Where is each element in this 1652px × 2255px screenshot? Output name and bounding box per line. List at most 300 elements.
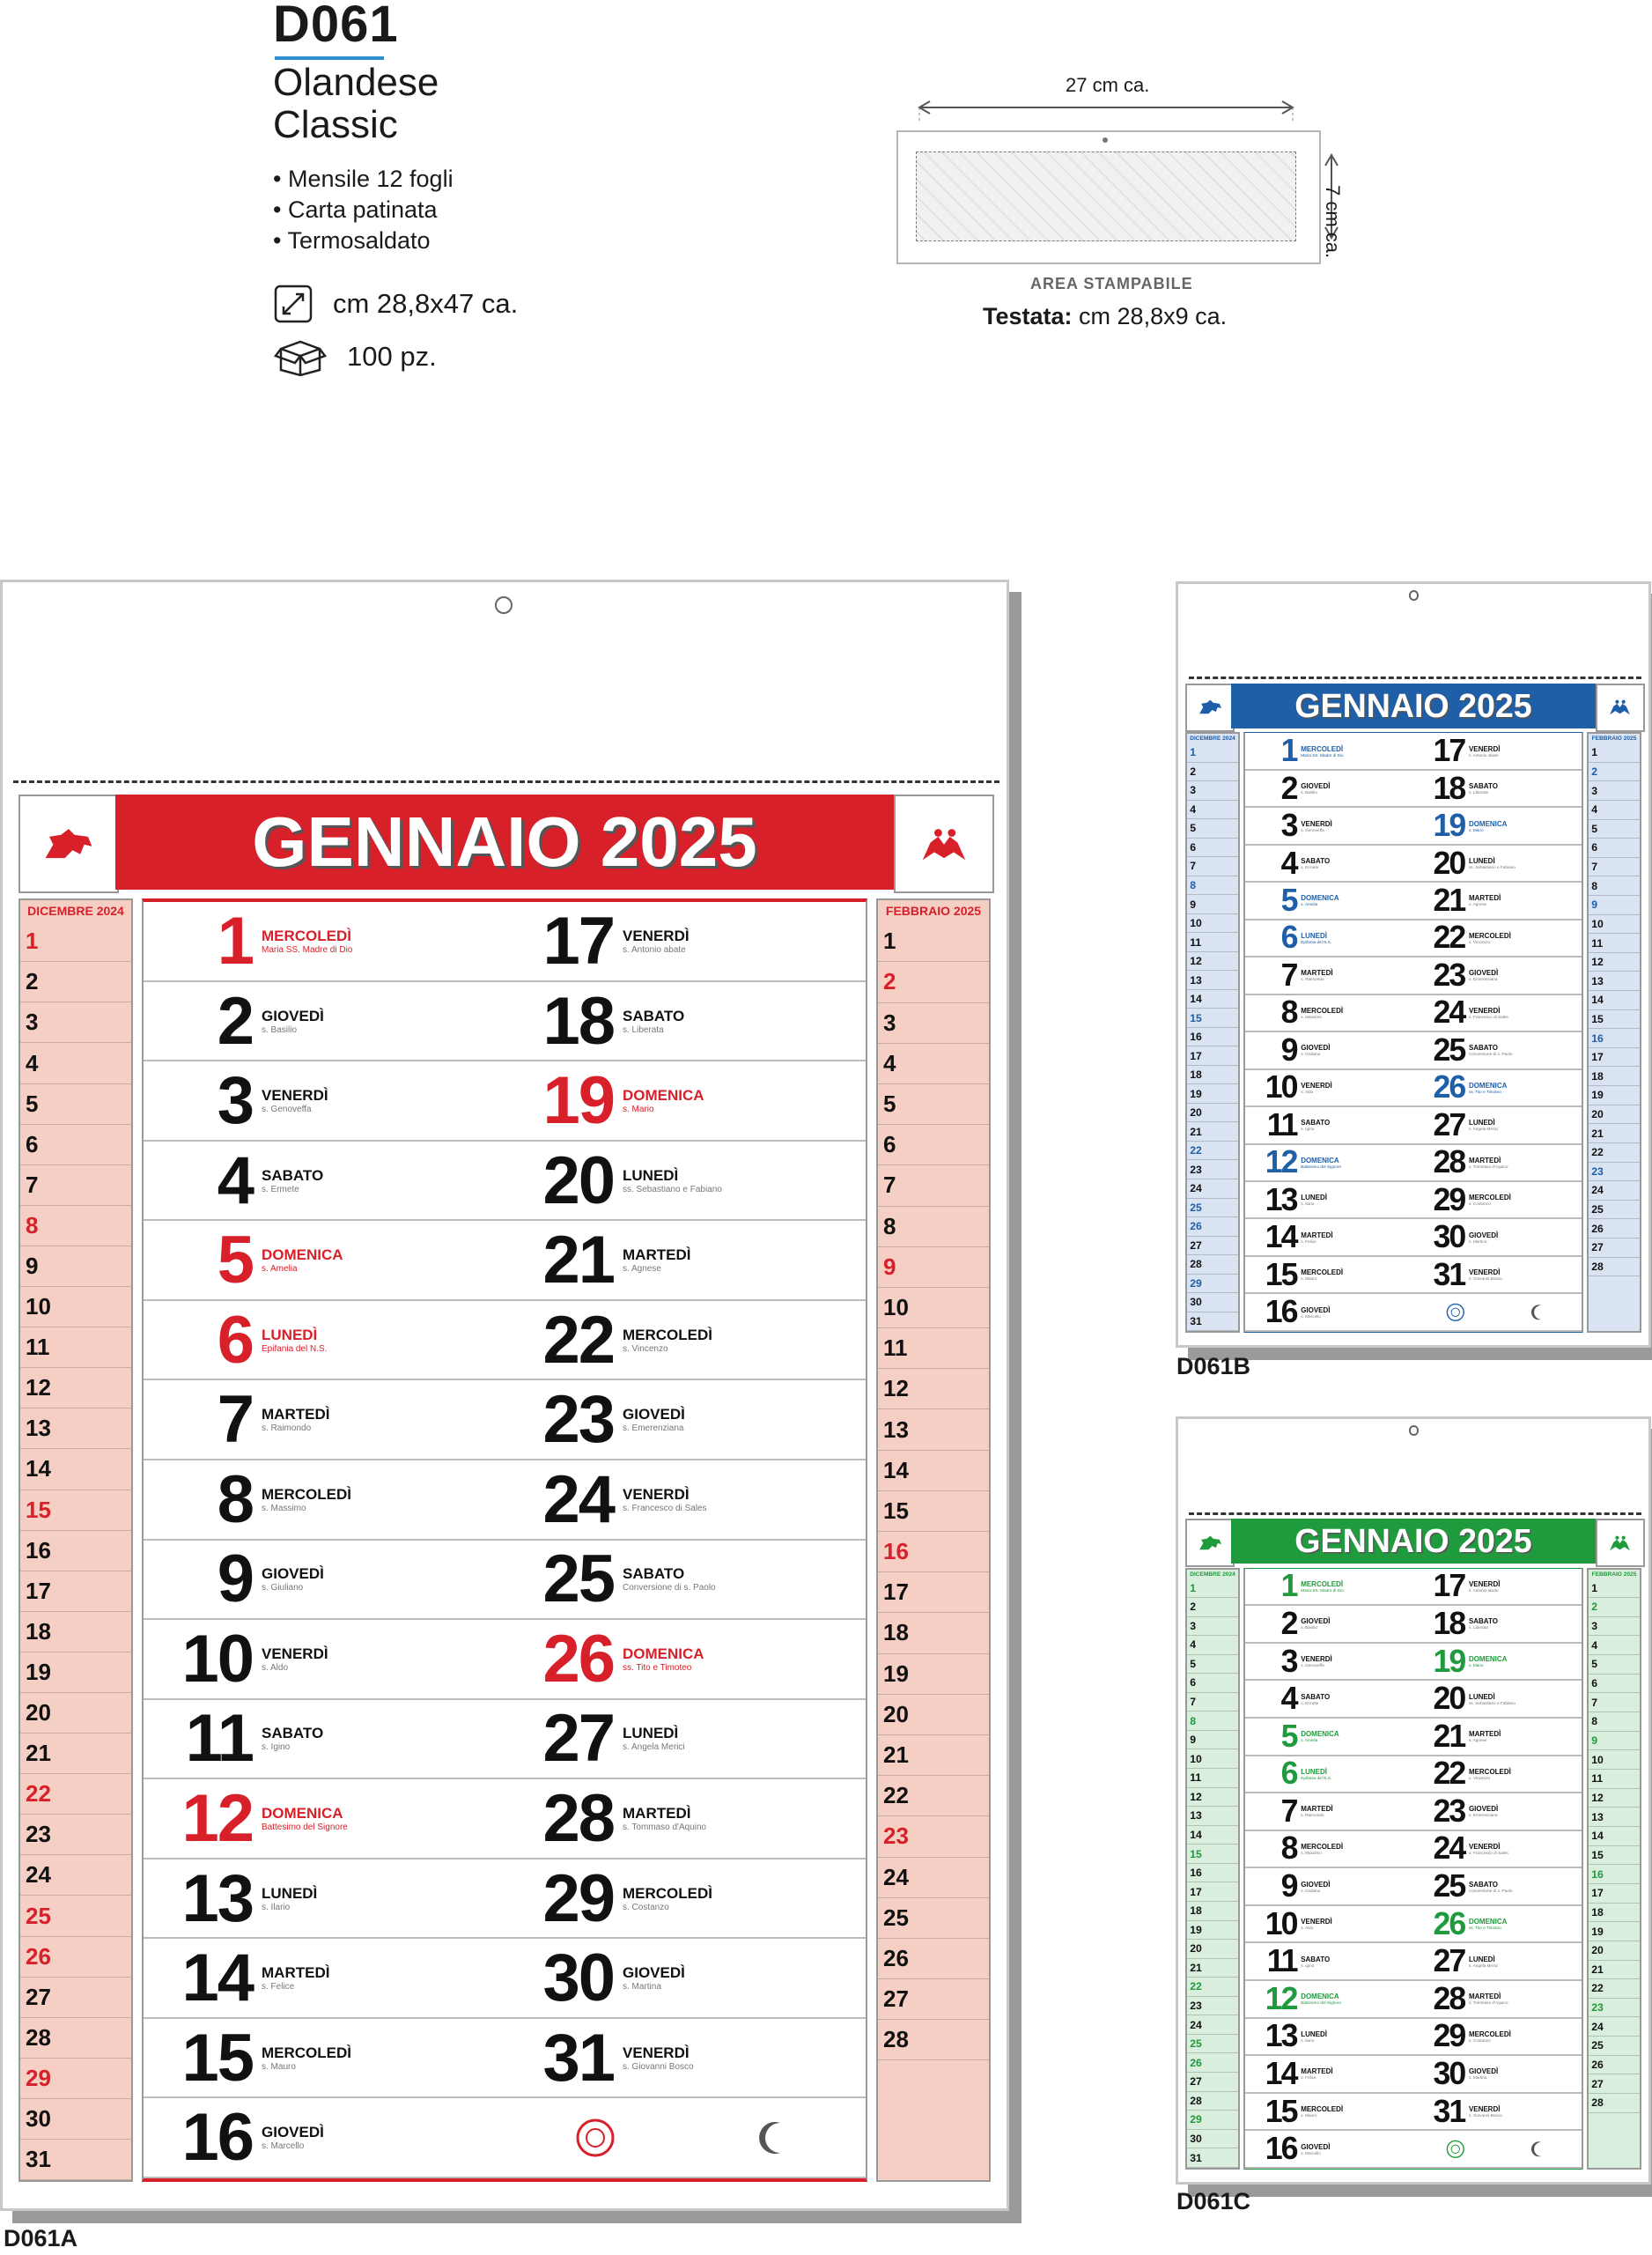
next-month-day: 8: [878, 1207, 989, 1247]
day-saint: s. Francesco di Sales: [1468, 1850, 1508, 1855]
next-month-day: 26: [1589, 2056, 1639, 2075]
prev-month-day: 10: [20, 1287, 131, 1327]
prev-month-day: 21: [1187, 1959, 1237, 1978]
next-month-day: 22: [878, 1776, 989, 1816]
day-saint: s. Felice: [262, 1982, 295, 1993]
day-cell: [1245, 995, 1413, 1032]
day-text: [1301, 1580, 1343, 1593]
day-cell: [1413, 1257, 1582, 1294]
prev-month-day: 11: [20, 1327, 131, 1368]
day-number: 24: [542, 1461, 614, 1537]
next-month-day: 7: [878, 1165, 989, 1206]
day-saint: s. Liberata: [1468, 790, 1488, 795]
day-cell: [505, 1859, 866, 1940]
day-cell: [1413, 771, 1582, 808]
prev-month-day: 8: [20, 1206, 131, 1246]
day-name: MERCOLEDÌ: [1301, 1268, 1344, 1277]
day-saint: s. Raimondo: [1301, 1813, 1324, 1818]
day-cell: [1245, 1070, 1413, 1107]
day-cell: [1413, 1906, 1582, 1944]
day-number: 2: [1280, 1606, 1297, 1641]
day-cell: [505, 1301, 866, 1381]
day-saint: s. Giuliano: [1301, 1888, 1321, 1893]
next-month-day: 16: [1589, 1865, 1639, 1884]
day-number: 23: [1433, 1793, 1465, 1829]
next-month-day: 20: [1589, 1105, 1639, 1125]
day-cell: [1413, 995, 1582, 1032]
day-number: 20: [1433, 1681, 1465, 1717]
product-name-line2: Classic: [273, 103, 398, 146]
prev-month-day: 14: [20, 1449, 131, 1490]
day-number: 7: [1280, 957, 1297, 993]
day-saint: ss. Sebastiano e Fabiano: [1468, 865, 1516, 870]
day-saint: s. Ermete: [262, 1184, 299, 1194]
day-saint: s. Raimondo: [262, 1423, 312, 1434]
prev-month-day: 17: [20, 1571, 131, 1612]
next-month-day: 16: [1589, 1029, 1639, 1048]
day-number: 25: [1433, 1032, 1465, 1068]
day-cell: [1245, 1606, 1413, 1644]
day-saint: s. Marcello: [1301, 2150, 1321, 2155]
next-month-day: 2: [878, 962, 989, 1002]
moon-phase-icon: [756, 2118, 796, 2158]
day-name: MARTEDÌ: [1301, 969, 1333, 978]
next-month-day: 23: [1589, 1999, 1639, 2018]
day-number: 9: [217, 1542, 253, 1617]
day-name: LUNEDÌ: [1468, 1692, 1495, 1701]
prev-month-day: 7: [1187, 1693, 1237, 1712]
day-saint: s. Genoveffa: [1301, 827, 1324, 832]
day-text: [1301, 969, 1332, 981]
next-month-day: 2: [1589, 1598, 1639, 1617]
day-cell: [1245, 1294, 1413, 1331]
day-text: [1301, 1617, 1330, 1630]
next-month-day: 18: [878, 1613, 989, 1653]
next-month-title: FEBBRAIO 2025: [1591, 1571, 1637, 1578]
day-number: 15: [1265, 2093, 1297, 2129]
day-number: 20: [542, 1142, 614, 1218]
prev-month-column: [1185, 732, 1239, 1333]
prev-month-day: 28: [1187, 1255, 1237, 1275]
cut-line: [1189, 676, 1641, 679]
prev-month-day: 1: [1187, 743, 1237, 763]
next-month-day: 23: [1589, 1163, 1639, 1182]
day-text: [1301, 745, 1343, 758]
day-text: [1469, 1881, 1513, 1893]
day-cell: [1413, 920, 1582, 957]
prev-month-day: 21: [1187, 1122, 1237, 1142]
month-days-grid: [1243, 732, 1582, 1333]
day-cell: [144, 1380, 505, 1460]
day-name: MERCOLEDÌ: [1301, 2105, 1344, 2113]
prev-month-day: 17: [1187, 1046, 1237, 1066]
next-month-day: 21: [1589, 1961, 1639, 1980]
prev-month-day: 26: [1187, 2053, 1237, 2073]
day-name: DOMENICA: [1301, 1993, 1339, 2001]
day-saint: s. Amelia: [1301, 1738, 1318, 1743]
day-text: [262, 1725, 323, 1752]
prev-month-day: 30: [20, 2099, 131, 2140]
day-name: DOMENICA: [1301, 894, 1339, 903]
prev-month-day: 1: [20, 921, 131, 962]
day-cell: [144, 2019, 505, 2099]
next-month-day: 27: [1589, 1238, 1639, 1258]
next-month-day: 14: [1589, 1827, 1639, 1846]
prev-month-day: 2: [1187, 763, 1237, 782]
next-month-day: 3: [878, 1003, 989, 1044]
day-name: SABATO: [1468, 782, 1498, 791]
day-cell: [1413, 1756, 1582, 1794]
day-cell: [505, 1779, 866, 1859]
day-text: [1469, 1655, 1507, 1667]
day-text: [1469, 1693, 1516, 1705]
month-days-grid: [1243, 1568, 1582, 2170]
next-month-day: 12: [1589, 1789, 1639, 1808]
day-number: 27: [1433, 1107, 1465, 1142]
day-text: [623, 928, 690, 955]
feature-item: • Carta patinata: [273, 195, 454, 226]
day-text: [1301, 894, 1339, 906]
prev-month-day: 25: [1187, 1199, 1237, 1218]
hanging-hole-icon: [1409, 1425, 1420, 1436]
prev-month-day: 5: [20, 1084, 131, 1125]
day-number: 12: [1265, 1980, 1297, 2016]
wrestlers-logo-icon: [1606, 695, 1634, 720]
day-cell: [1413, 808, 1582, 845]
day-cell: [1245, 2131, 1413, 2169]
next-month-day: 17: [1589, 1048, 1639, 1068]
prev-month-day: 31: [20, 2140, 131, 2180]
day-name: MERCOLEDÌ: [1468, 931, 1511, 940]
calendar-logo-left: [1185, 684, 1235, 732]
next-month-day: 3: [1589, 781, 1639, 801]
next-month-day: 5: [1589, 820, 1639, 839]
day-number: 13: [1265, 1182, 1297, 1217]
day-saint: s. Massimo: [262, 1503, 306, 1513]
day-cell: [1413, 1681, 1582, 1719]
day-cell: [144, 1460, 505, 1541]
day-text: [1301, 1993, 1341, 2005]
day-saint: s. Mario: [623, 1105, 654, 1115]
day-cell: [144, 1859, 505, 1940]
next-month-blank: [1589, 1276, 1639, 1331]
day-number: 1: [1280, 1568, 1297, 1604]
day-cell: [144, 1301, 505, 1381]
day-name: MARTEDÌ: [1468, 894, 1501, 903]
wrestlers-logo-icon: [915, 818, 973, 870]
day-name: LUNEDÌ: [1301, 1767, 1327, 1776]
day-cell: [1245, 1868, 1413, 1906]
day-name: DOMENICA: [1468, 819, 1508, 828]
day-name: SABATO: [1468, 1617, 1498, 1626]
next-month-day: 26: [1589, 1219, 1639, 1238]
day-name: DOMENICA: [1301, 1730, 1339, 1739]
day-number: 3: [1280, 808, 1297, 844]
day-text: [262, 1008, 324, 1035]
day-name: MERCOLEDÌ: [1468, 1767, 1511, 1776]
prev-month-day: 15: [20, 1490, 131, 1531]
prev-month-day: 29: [1187, 2111, 1237, 2130]
day-number: 16: [181, 2100, 253, 2176]
day-saint: s. Tommaso d'Aquino: [623, 1822, 707, 1832]
next-month-day: 20: [878, 1695, 989, 1735]
day-text: [1301, 1194, 1327, 1206]
day-text: [262, 2044, 351, 2072]
prev-month-day: 16: [1187, 1028, 1237, 1047]
day-text: [1469, 1194, 1511, 1206]
calendar-variant-a: [0, 580, 1009, 2211]
day-saint: s. Liberata: [1468, 1625, 1488, 1630]
day-saint: s. Francesco di Sales: [1468, 1014, 1508, 1019]
day-cell: [1413, 1032, 1582, 1069]
day-name: VENERDÌ: [1468, 2105, 1501, 2113]
day-saint: s. Martina: [1468, 2075, 1487, 2081]
next-month-column: [1587, 1568, 1641, 2170]
day-number: 16: [1265, 1294, 1297, 1330]
prev-month-column: [18, 898, 133, 2182]
day-text: [1301, 1956, 1330, 1968]
next-month-day: 21: [1589, 1124, 1639, 1143]
day-text: [623, 1486, 707, 1513]
next-month-day: 2: [1589, 763, 1639, 782]
next-month-day: 15: [1589, 1846, 1639, 1866]
next-month-day: 17: [878, 1572, 989, 1613]
day-text: [1301, 1119, 1330, 1131]
day-cell: [1245, 1032, 1413, 1069]
testata-value: cm 28,8x9 ca.: [1079, 303, 1228, 329]
next-month-day: 28: [1589, 1258, 1639, 1277]
day-name: VENERDÌ: [1301, 1918, 1332, 1926]
day-text: [262, 1246, 343, 1274]
day-number: 16: [1265, 2131, 1297, 2167]
day-text: [623, 1167, 722, 1194]
day-number: 15: [181, 2020, 253, 2096]
size-spec: [273, 284, 518, 324]
day-saint: Maria SS. Madre di Dio: [1301, 752, 1344, 758]
next-month-blank: [878, 2060, 989, 2180]
day-saint: Battesimo del Signore: [1301, 2000, 1342, 2006]
day-saint: s. Giovanni Bosco: [1468, 2113, 1502, 2118]
day-name: SABATO: [1301, 1692, 1331, 1701]
day-name: MERCOLEDÌ: [262, 1485, 351, 1503]
day-text: [1469, 1082, 1507, 1094]
day-text: [1301, 932, 1331, 944]
next-month-day: 19: [878, 1654, 989, 1695]
day-saint: s. Marcello: [262, 2141, 305, 2152]
day-text: [1301, 2143, 1330, 2155]
day-text: [623, 1008, 684, 1035]
product-code: D061: [273, 0, 399, 53]
day-number: 5: [1280, 883, 1297, 918]
day-number: 19: [1433, 808, 1465, 844]
day-number: 30: [542, 1941, 614, 2016]
day-number: 14: [181, 1941, 253, 2016]
day-saint: s. Massimo: [1301, 1014, 1322, 1019]
next-month-day: 6: [878, 1125, 989, 1165]
day-cell: [144, 982, 505, 1062]
day-name: GIOVEDÌ: [1468, 1231, 1499, 1239]
day-cell: [1245, 1756, 1413, 1794]
feature-item: • Mensile 12 fogli: [273, 164, 454, 195]
day-number: 1: [217, 903, 253, 979]
day-text: [1469, 2105, 1502, 2118]
day-text: [1301, 1157, 1341, 1169]
next-month-day: 10: [878, 1288, 989, 1328]
day-text: [1469, 894, 1501, 906]
prev-month-day: 26: [20, 1937, 131, 1978]
prev-month-day: 15: [1187, 1009, 1237, 1028]
prev-month-day: 19: [1187, 1084, 1237, 1104]
day-name: SABATO: [1468, 1880, 1498, 1889]
prev-month-day: 28: [1187, 2092, 1237, 2111]
day-text: [1301, 782, 1330, 795]
zodiac-seal-icon: [575, 2118, 616, 2158]
moon-phase-icon: [1530, 2140, 1549, 2159]
print-height-label: 7 cm ca.: [1322, 185, 1344, 259]
day-name: SABATO: [1301, 1955, 1331, 1963]
day-cell: [505, 1939, 866, 2019]
day-cell: [1245, 1681, 1413, 1719]
day-name: VENERDÌ: [1301, 1655, 1332, 1664]
day-number: 14: [1265, 2056, 1297, 2091]
prev-month-day: 21: [20, 1734, 131, 1774]
next-month-day: 9: [1589, 896, 1639, 915]
day-name: MERCOLEDÌ: [623, 1326, 712, 1343]
next-month-day: 13: [878, 1409, 989, 1450]
title-underline: [275, 56, 384, 60]
next-month-day: 8: [1589, 876, 1639, 896]
day-name: LUNEDÌ: [262, 1326, 318, 1343]
next-month-day: 1: [1589, 743, 1639, 763]
lunar-info-cell: [1413, 2131, 1582, 2169]
day-name: MERCOLEDÌ: [623, 1884, 712, 1902]
day-cell: [1245, 2019, 1413, 2057]
next-month-day: 11: [1589, 934, 1639, 953]
day-name: DOMENICA: [1301, 1156, 1339, 1164]
day-number: 27: [542, 1701, 614, 1777]
day-saint: s. Emerenziana: [1468, 977, 1498, 982]
day-cell: [144, 902, 505, 982]
day-number: 1: [1280, 733, 1297, 769]
day-text: [1469, 1730, 1501, 1742]
prev-month-day: 12: [1187, 952, 1237, 972]
day-cell: [505, 2019, 866, 2099]
next-month-day: 22: [1589, 1143, 1639, 1163]
day-number: 2: [217, 983, 253, 1059]
day-saint: s. Mauro: [1301, 2113, 1317, 2118]
prev-month-day: 3: [1187, 1617, 1237, 1637]
day-saint: s. Giuliano: [1301, 1052, 1321, 1057]
prev-month-day: 12: [20, 1368, 131, 1408]
next-month-column: [876, 898, 991, 2182]
day-saint: s. Martina: [623, 1982, 661, 1993]
day-cell: [1245, 957, 1413, 994]
day-number: 22: [1433, 1756, 1465, 1792]
day-saint: s. Emerenziana: [1468, 1813, 1498, 1818]
day-number: 10: [1265, 1069, 1297, 1105]
prev-month-day: 27: [1187, 1237, 1237, 1256]
day-name: MARTEDÌ: [1468, 1730, 1501, 1739]
day-number: 30: [1433, 2056, 1465, 2091]
day-cell: [1245, 2094, 1413, 2132]
day-name: MARTEDÌ: [262, 1406, 330, 1423]
next-month-day: 11: [878, 1328, 989, 1369]
day-cell: [1245, 1569, 1413, 1607]
next-month-day: 19: [1589, 1086, 1639, 1105]
day-number: 27: [1433, 1943, 1465, 1979]
day-number: 30: [1433, 1219, 1465, 1255]
day-saint: s. Genoveffa: [262, 1105, 312, 1115]
wrestlers-logo-icon: [1606, 1531, 1634, 1556]
day-cell: [144, 1221, 505, 1301]
day-name: VENERDÌ: [1468, 1579, 1501, 1588]
day-text: [1301, 1306, 1330, 1319]
day-name: DOMENICA: [262, 1246, 343, 1264]
day-name: MARTEDÌ: [623, 1805, 691, 1822]
day-text: [262, 1645, 328, 1673]
day-name: GIOVEDÌ: [1468, 2067, 1499, 2076]
prev-month-day: 22: [1187, 1978, 1237, 1997]
calendar-logo-left: [18, 795, 119, 893]
pieces-value: 100 pz.: [347, 341, 437, 372]
day-saint: s. Giovanni Bosco: [623, 2061, 694, 2072]
day-saint: s. Igino: [262, 1742, 291, 1753]
day-name: MERCOLEDÌ: [1468, 2030, 1511, 2038]
prev-month-day: 7: [20, 1165, 131, 1206]
day-saint: s. Basilio: [262, 1024, 298, 1035]
next-month-day: 10: [1589, 915, 1639, 935]
prev-month-day: 20: [20, 1693, 131, 1734]
print-width-label: 27 cm ca.: [1066, 74, 1150, 96]
day-name: VENERDÌ: [1468, 744, 1501, 753]
day-name: VENERDÌ: [1301, 1081, 1332, 1090]
next-month-day: 1: [1589, 1578, 1639, 1598]
feature-item: • Termosaldato: [273, 226, 454, 256]
horse-logo-icon: [1197, 695, 1224, 720]
day-text: [1301, 1007, 1343, 1019]
next-month-day: 18: [1589, 1904, 1639, 1923]
prev-month-day: 17: [1187, 1882, 1237, 1902]
day-cell: [1413, 1831, 1582, 1869]
prev-month-day: 3: [20, 1002, 131, 1043]
prev-month-day: 10: [1187, 1749, 1237, 1769]
day-text: [623, 1645, 704, 1673]
day-text: [1469, 1956, 1498, 1968]
next-month-day: 5: [878, 1084, 989, 1125]
day-saint: ss. Sebastiano e Fabiano: [1468, 1700, 1516, 1705]
day-text: [1469, 1918, 1507, 1930]
day-saint: s. Costanzo: [623, 1902, 669, 1912]
prev-month-day: 23: [1187, 1997, 1237, 2016]
day-cell: [1245, 771, 1413, 808]
day-name: DOMENICA: [1468, 1081, 1508, 1090]
day-cell: [1245, 846, 1413, 883]
day-text: [262, 1167, 323, 1194]
day-cell: [1413, 957, 1582, 994]
day-name: MERCOLEDÌ: [262, 927, 351, 944]
diagonal-size-icon: [273, 284, 313, 324]
day-name: DOMENICA: [623, 1087, 704, 1105]
day-text: [262, 1406, 329, 1433]
day-number: 23: [542, 1382, 614, 1458]
day-cell: [1245, 1182, 1413, 1219]
day-text: [1469, 745, 1501, 758]
day-name: GIOVEDÌ: [262, 1007, 324, 1024]
day-name: MARTEDÌ: [1301, 1231, 1333, 1239]
prev-month-day: 13: [1187, 1807, 1237, 1826]
day-saint: s. Vincenzo: [1468, 939, 1491, 944]
day-cell: [1413, 1182, 1582, 1219]
